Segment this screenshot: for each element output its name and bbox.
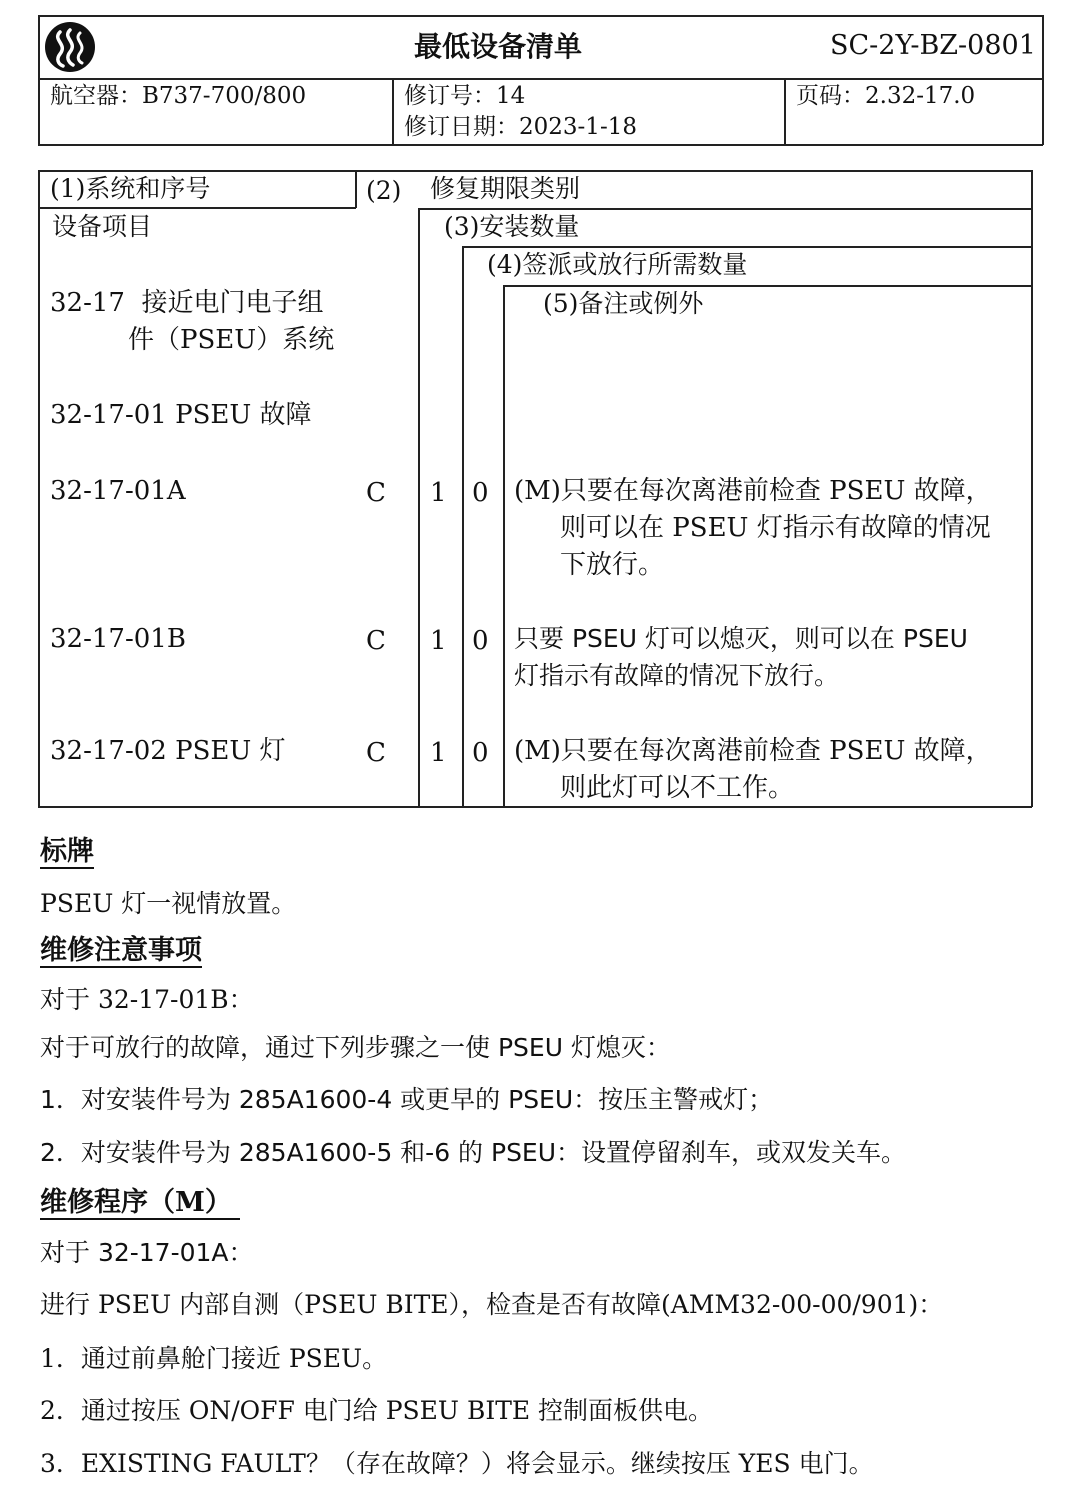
system-title-line2: 件（PSEU）系统	[128, 325, 335, 355]
aircraft-type: 航空器：B737-700/800	[50, 83, 307, 109]
document-code: SC-2Y-BZ-0801	[830, 30, 1036, 61]
procedure-intro: 进行 PSEU 内部自测（PSEU BITE），检查是否有故障(AMM32-00-00/901)：	[40, 1290, 944, 1319]
header-equipment-item: 设备项目	[52, 212, 153, 241]
placard-text: PSEU 灯一视情放置。	[40, 889, 297, 918]
item-group-title: 32-17-01 PSEU 故障	[50, 400, 312, 430]
required-qty: 0	[472, 626, 489, 656]
notes-applicability: 对于 32-17-01B：	[40, 985, 254, 1014]
revision-date: 修订日期：2023-1-18	[404, 114, 637, 140]
header-installed-qty: (3)安装数量	[444, 212, 580, 241]
remark-line: 只要 PSEU 灯可以熄灭，则可以在 PSEU	[514, 624, 968, 653]
remark-line: 则此灯可以不工作。	[560, 773, 795, 803]
header-system-number: (1)系统和序号	[50, 174, 211, 203]
procedure-applicability: 对于 32-17-01A：	[40, 1238, 254, 1267]
page-number: 页码：2.32-17.0	[796, 83, 976, 109]
header-col2-number: (2)	[366, 176, 402, 205]
header-remarks: (5)备注或例外	[543, 289, 704, 318]
notes-intro: 对于可放行的故障，通过下列步骤之一使 PSEU 灯熄灭：	[40, 1033, 671, 1062]
notes-step: 1．对安装件号为 285A1600-4 或更早的 PSEU：按压主警戒灯；	[40, 1085, 774, 1114]
repair-category: C	[366, 738, 386, 768]
installed-qty: 1	[430, 478, 447, 508]
remark-line: (M)只要在每次离港前检查 PSEU 故障，	[514, 736, 992, 766]
procedure-step: 3．EXISTING FAULT？（存在故障？）将会显示。继续按压 YES 电门。	[40, 1449, 874, 1478]
header-repair-category: 修复期限类别	[430, 174, 581, 203]
item-id: 32-17-02 PSEU 灯	[50, 736, 286, 766]
procedure-step: 2．通过按压 ON/OFF 电门给 PSEU BITE 控制面板供电。	[40, 1396, 714, 1425]
procedure-step: 1．通过前鼻舱门接近 PSEU。	[40, 1344, 388, 1373]
document-title: 最低设备清单	[414, 30, 583, 63]
placard-heading: 标牌	[40, 836, 94, 869]
notes-step: 2．对安装件号为 285A1600-5 和-6 的 PSEU：设置停留刹车，或双发关车。	[40, 1138, 907, 1167]
item-id: 32-17-01B	[50, 624, 186, 654]
revision-number: 修订号：14	[404, 83, 526, 109]
installed-qty: 1	[430, 738, 447, 768]
maintenance-notes-heading: 维修注意事项	[40, 935, 202, 968]
maintenance-procedure-heading: 维修程序（M）	[40, 1187, 240, 1220]
company-logo	[43, 20, 97, 74]
repair-category: C	[366, 478, 386, 508]
repair-category: C	[366, 626, 386, 656]
header-required-qty: (4)签派或放行所需数量	[487, 250, 748, 279]
system-title-line1: 32-17 接近电门电子组	[50, 288, 324, 318]
item-id: 32-17-01A	[50, 476, 186, 506]
remark-line: 灯指示有故障的情况下放行。	[514, 661, 840, 690]
required-qty: 0	[472, 738, 489, 768]
remark-line: 下放行。	[560, 550, 665, 580]
installed-qty: 1	[430, 626, 447, 656]
remark-line: 则可以在 PSEU 灯指示有故障的情况	[560, 513, 991, 543]
remark-line: (M)只要在每次离港前检查 PSEU 故障，	[514, 476, 992, 506]
required-qty: 0	[472, 478, 489, 508]
